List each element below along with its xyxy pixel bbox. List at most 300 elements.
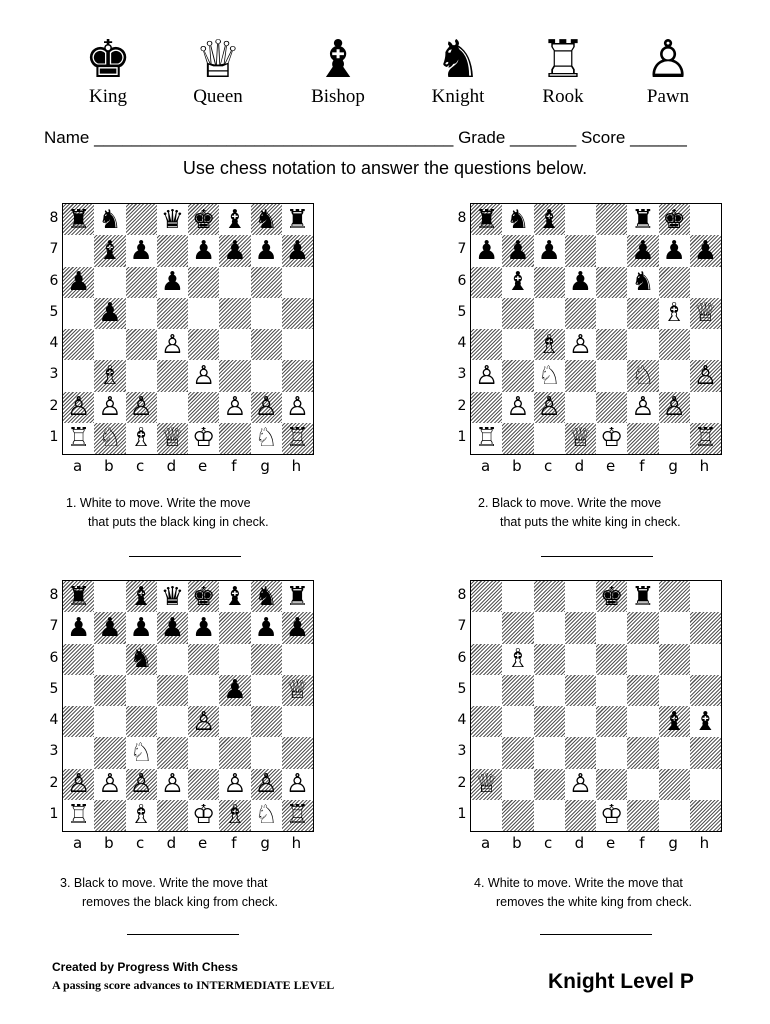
- file-label: c: [544, 834, 553, 852]
- square-d4: [565, 329, 596, 360]
- black-pawn-icon: ♟: [160, 612, 185, 643]
- square-e4: [188, 329, 219, 360]
- square-h3: [690, 360, 721, 391]
- square-e4: [596, 706, 627, 737]
- square-e6: [188, 644, 219, 675]
- square-d2: [565, 769, 596, 800]
- square-d6: [565, 267, 596, 298]
- square-c4: [534, 706, 565, 737]
- square-c3: [126, 737, 157, 768]
- file-label: e: [606, 834, 616, 852]
- square-b4: [502, 706, 533, 737]
- queen-icon: ♕: [194, 30, 242, 90]
- black-king-icon: ♚: [662, 204, 686, 235]
- file-label: h: [699, 457, 710, 475]
- square-f1: [219, 423, 250, 454]
- square-f2: [627, 392, 658, 423]
- square-g7: [251, 235, 282, 266]
- square-e7: [188, 235, 219, 266]
- square-d3: [157, 360, 188, 391]
- square-d2: [157, 769, 188, 800]
- black-bishop-icon: ♝: [98, 235, 122, 266]
- square-f6: [627, 644, 658, 675]
- square-a3: [63, 737, 94, 768]
- white-pawn-icon: ♙: [191, 706, 216, 737]
- file-label: f: [231, 457, 237, 475]
- white-knight-icon: ♘: [631, 360, 655, 391]
- square-h1: [282, 800, 313, 831]
- white-rook-icon: ♖: [66, 423, 91, 454]
- square-g6: [251, 267, 282, 298]
- file-label: f: [231, 834, 237, 852]
- white-rook-icon: ♖: [474, 423, 499, 454]
- file-label: e: [198, 457, 208, 475]
- square-a4: [63, 706, 94, 737]
- square-f6: [627, 267, 658, 298]
- square-g6: [251, 644, 282, 675]
- rank-label: 8: [457, 587, 467, 603]
- answer-line-1[interactable]: [129, 556, 241, 557]
- black-pawn-icon: ♟: [631, 235, 655, 266]
- square-g2: [659, 769, 690, 800]
- square-h4: [690, 329, 721, 360]
- white-pawn-icon: ♙: [537, 392, 561, 423]
- square-g7: [251, 612, 282, 643]
- rank-label: 7: [457, 618, 467, 635]
- header-piece-label: Bishop: [311, 86, 365, 107]
- rank-label: 6: [49, 272, 59, 289]
- square-g8: [251, 204, 282, 235]
- square-a1: [471, 423, 502, 454]
- header-piece-knight: [408, 30, 508, 108]
- black-knight-icon: ♞: [506, 204, 530, 235]
- rank-label: 6: [457, 272, 467, 289]
- white-pawn-icon: ♙: [98, 769, 122, 800]
- rank-label: 3: [49, 743, 59, 760]
- rank-label: 5: [49, 303, 59, 320]
- file-label: c: [136, 457, 145, 475]
- square-e8: [188, 204, 219, 235]
- square-c6: [126, 267, 157, 298]
- square-f3: [627, 737, 658, 768]
- square-a1: [63, 423, 94, 454]
- square-f4: [627, 706, 658, 737]
- level-title: Knight Level P: [548, 970, 694, 993]
- rank-label: 4: [457, 712, 467, 728]
- white-king-icon: ♔: [191, 423, 216, 454]
- square-d7: [565, 612, 596, 643]
- white-pawn-icon: ♙: [254, 769, 278, 800]
- question-4: 4. White to move. Write the move that removes the white king from check.: [474, 876, 692, 909]
- square-f2: [219, 392, 250, 423]
- black-pawn-icon: ♟: [568, 267, 593, 298]
- square-g2: [659, 392, 690, 423]
- square-c2: [126, 769, 157, 800]
- header-piece-king: [58, 30, 158, 108]
- square-c1: [126, 423, 157, 454]
- square-b2: [94, 392, 125, 423]
- square-c4: [126, 329, 157, 360]
- square-d5: [157, 675, 188, 706]
- square-c3: [534, 737, 565, 768]
- square-d5: [157, 298, 188, 329]
- square-f3: [627, 360, 658, 391]
- black-knight-icon: ♞: [254, 204, 278, 235]
- square-b4: [502, 329, 533, 360]
- square-h8: [690, 581, 721, 612]
- square-b2: [502, 769, 533, 800]
- square-b7: [502, 235, 533, 266]
- square-h8: [282, 581, 313, 612]
- square-b1: [94, 423, 125, 454]
- file-label: a: [73, 834, 83, 852]
- file-label: a: [481, 457, 491, 475]
- square-d7: [565, 235, 596, 266]
- square-g2: [251, 769, 282, 800]
- file-label: g: [260, 457, 270, 475]
- white-rook-icon: ♖: [285, 423, 310, 454]
- white-pawn-icon: ♙: [66, 392, 91, 423]
- file-label: g: [668, 457, 678, 475]
- square-h5: [690, 675, 721, 706]
- header-piece-rook: [513, 30, 613, 108]
- black-bishop-icon: ♝: [693, 706, 718, 737]
- rank-label: 1: [457, 428, 467, 445]
- white-queen-icon: ♕: [568, 423, 593, 454]
- file-label: e: [198, 834, 208, 852]
- square-e7: [596, 235, 627, 266]
- answer-line-2[interactable]: [541, 556, 653, 557]
- square-f1: [627, 423, 658, 454]
- square-f8: [627, 204, 658, 235]
- black-pawn-icon: ♟: [537, 235, 561, 266]
- square-g3: [659, 360, 690, 391]
- square-d7: [157, 612, 188, 643]
- file-label: f: [639, 834, 645, 852]
- rank-label: 8: [457, 210, 467, 226]
- square-c3: [126, 360, 157, 391]
- square-a3: [63, 360, 94, 391]
- square-a5: [63, 675, 94, 706]
- square-e6: [188, 267, 219, 298]
- white-knight-icon: ♘: [254, 423, 278, 454]
- header-piece-label: Queen: [193, 86, 243, 107]
- white-pawn-icon: ♙: [160, 769, 185, 800]
- header-piece-bishop: [288, 30, 388, 108]
- rank-label: 4: [457, 335, 467, 351]
- file-label: c: [544, 457, 553, 475]
- square-h3: [282, 360, 313, 391]
- black-bishop-icon: ♝: [537, 204, 561, 235]
- square-a5: [471, 675, 502, 706]
- black-pawn-icon: ♟: [98, 298, 122, 329]
- question-3: 3. Black to move. Write the move that removes the black king from check.: [60, 876, 278, 909]
- square-e8: [596, 204, 627, 235]
- square-f6: [219, 644, 250, 675]
- black-pawn-icon: ♟: [223, 675, 247, 706]
- black-pawn-icon: ♟: [474, 235, 499, 266]
- square-b5: [502, 675, 533, 706]
- rank-label: 7: [49, 618, 59, 635]
- square-d6: [157, 267, 188, 298]
- square-c2: [534, 769, 565, 800]
- square-b7: [94, 612, 125, 643]
- rank-label: 8: [49, 587, 59, 603]
- square-h3: [282, 737, 313, 768]
- white-pawn-icon: ♙: [98, 392, 122, 423]
- square-f7: [627, 612, 658, 643]
- square-c7: [534, 612, 565, 643]
- white-king-icon: ♔: [191, 800, 216, 831]
- file-label: b: [104, 457, 114, 475]
- square-f4: [627, 329, 658, 360]
- square-f2: [219, 769, 250, 800]
- square-e1: [188, 423, 219, 454]
- square-e2: [188, 769, 219, 800]
- rank-label: 8: [49, 210, 59, 226]
- black-bishop-icon: ♝: [223, 581, 247, 612]
- header-piece-label: Rook: [542, 86, 584, 107]
- white-knight-icon: ♘: [537, 360, 561, 391]
- white-bishop-icon: ♗: [537, 329, 561, 360]
- question-1: 1. White to move. Write the move that puts the black king in check.: [66, 496, 269, 529]
- square-c8: [534, 581, 565, 612]
- square-a8: [63, 581, 94, 612]
- black-pawn-icon: ♟: [66, 267, 91, 298]
- square-g8: [251, 581, 282, 612]
- square-e8: [596, 581, 627, 612]
- square-e5: [188, 298, 219, 329]
- file-label: a: [481, 834, 491, 852]
- black-king-icon: ♚: [191, 204, 216, 235]
- rank-label: 2: [457, 774, 467, 791]
- white-knight-icon: ♘: [254, 800, 278, 831]
- square-g8: [659, 581, 690, 612]
- black-pawn-icon: ♟: [254, 612, 278, 643]
- chessboard: [470, 580, 722, 832]
- square-h6: [690, 267, 721, 298]
- square-a1: [471, 800, 502, 831]
- black-queen-icon: ♛: [160, 204, 185, 235]
- black-rook-icon: ♜: [285, 581, 310, 612]
- square-c3: [534, 360, 565, 391]
- square-h4: [282, 706, 313, 737]
- square-d8: [157, 204, 188, 235]
- rank-label: 6: [457, 649, 467, 666]
- square-f5: [627, 298, 658, 329]
- square-a4: [471, 329, 502, 360]
- square-d1: [157, 423, 188, 454]
- square-g2: [251, 392, 282, 423]
- square-a2: [471, 769, 502, 800]
- white-bishop-icon: ♗: [129, 800, 153, 831]
- square-c6: [534, 644, 565, 675]
- square-f5: [219, 298, 250, 329]
- square-f3: [219, 737, 250, 768]
- square-d8: [565, 204, 596, 235]
- square-e3: [188, 360, 219, 391]
- square-g4: [659, 329, 690, 360]
- square-h7: [690, 612, 721, 643]
- square-d4: [157, 706, 188, 737]
- black-knight-icon: ♞: [129, 644, 153, 675]
- white-pawn-icon: ♙: [631, 392, 655, 423]
- answer-line-4[interactable]: [540, 934, 652, 935]
- square-b3: [502, 737, 533, 768]
- square-d8: [565, 581, 596, 612]
- file-label: a: [73, 457, 83, 475]
- rank-label: 1: [49, 428, 59, 445]
- square-g4: [251, 706, 282, 737]
- black-bishop-icon: ♝: [129, 581, 153, 612]
- square-c7: [126, 235, 157, 266]
- square-c2: [126, 392, 157, 423]
- file-label: b: [104, 834, 114, 852]
- square-e1: [596, 800, 627, 831]
- square-b4: [94, 706, 125, 737]
- file-label: d: [574, 457, 585, 475]
- square-a4: [63, 329, 94, 360]
- square-b3: [94, 737, 125, 768]
- black-pawn-icon: ♟: [98, 612, 122, 643]
- white-pawn-icon: ♙: [66, 769, 91, 800]
- black-knight-icon: ♞: [98, 204, 122, 235]
- square-d7: [157, 235, 188, 266]
- rank-label: 6: [49, 649, 59, 666]
- square-a2: [63, 769, 94, 800]
- square-c1: [534, 800, 565, 831]
- file-label: d: [166, 834, 177, 852]
- black-bishop-icon: ♝: [506, 267, 530, 298]
- created-by: Created by Progress With Chess: [52, 960, 238, 974]
- white-bishop-icon: ♗: [662, 298, 686, 329]
- black-pawn-icon: ♟: [662, 235, 686, 266]
- white-knight-icon: ♘: [129, 737, 153, 768]
- square-b8: [94, 581, 125, 612]
- square-a2: [63, 392, 94, 423]
- bishop-icon: ♝: [314, 30, 362, 90]
- white-bishop-icon: ♗: [506, 644, 530, 675]
- square-h2: [690, 392, 721, 423]
- square-e4: [188, 706, 219, 737]
- square-f1: [627, 800, 658, 831]
- black-rook-icon: ♜: [474, 204, 499, 235]
- square-c6: [534, 267, 565, 298]
- square-e4: [596, 329, 627, 360]
- black-rook-icon: ♜: [285, 204, 310, 235]
- black-pawn-icon: ♟: [285, 612, 310, 643]
- square-h7: [690, 235, 721, 266]
- black-pawn-icon: ♟: [223, 235, 247, 266]
- square-b8: [94, 204, 125, 235]
- square-d1: [157, 800, 188, 831]
- answer-line-3[interactable]: [127, 934, 239, 935]
- instructions: Use chess notation to answer the questions below.: [182, 158, 588, 178]
- square-a4: [471, 706, 502, 737]
- white-bishop-icon: ♗: [223, 800, 247, 831]
- square-f8: [219, 204, 250, 235]
- square-g1: [659, 423, 690, 454]
- square-e6: [596, 267, 627, 298]
- chessboard: [470, 203, 722, 455]
- file-label: g: [668, 834, 678, 852]
- square-d5: [565, 675, 596, 706]
- square-a7: [471, 612, 502, 643]
- square-c7: [534, 235, 565, 266]
- square-d5: [565, 298, 596, 329]
- square-a5: [471, 298, 502, 329]
- square-e1: [188, 800, 219, 831]
- passing-score-note: A passing score advances to INTERMEDIATE LEVEL: [52, 978, 335, 992]
- square-h4: [282, 329, 313, 360]
- square-c5: [126, 298, 157, 329]
- square-h3: [690, 737, 721, 768]
- black-pawn-icon: ♟: [191, 235, 216, 266]
- knight-icon: ♞: [434, 30, 482, 90]
- square-e2: [188, 392, 219, 423]
- square-b1: [502, 800, 533, 831]
- square-g8: [659, 204, 690, 235]
- square-g5: [251, 675, 282, 706]
- rank-label: 3: [49, 366, 59, 383]
- square-h6: [690, 644, 721, 675]
- square-d2: [565, 392, 596, 423]
- black-queen-icon: ♛: [160, 581, 185, 612]
- white-king-icon: ♔: [599, 423, 624, 454]
- square-g4: [251, 329, 282, 360]
- square-g3: [251, 360, 282, 391]
- file-label: h: [699, 834, 710, 852]
- square-g3: [659, 737, 690, 768]
- square-h1: [282, 423, 313, 454]
- rank-label: 5: [457, 680, 467, 697]
- black-pawn-icon: ♟: [285, 235, 310, 266]
- square-d3: [565, 360, 596, 391]
- white-pawn-icon: ♙: [254, 392, 278, 423]
- rank-label: 7: [49, 241, 59, 258]
- square-b5: [94, 298, 125, 329]
- square-e3: [188, 737, 219, 768]
- rank-label: 7: [457, 241, 467, 258]
- square-d8: [157, 581, 188, 612]
- white-pawn-icon: ♙: [129, 769, 153, 800]
- square-a8: [471, 581, 502, 612]
- black-pawn-icon: ♟: [129, 612, 153, 643]
- rank-label: 3: [457, 366, 467, 383]
- square-d1: [565, 423, 596, 454]
- white-queen-icon: ♕: [160, 423, 185, 454]
- name-grade-score-line: Name ______________________________________ Grade _______ Score ______: [44, 128, 687, 147]
- square-e5: [596, 675, 627, 706]
- white-pawn-icon: ♙: [285, 392, 310, 423]
- square-f7: [219, 235, 250, 266]
- square-b6: [502, 267, 533, 298]
- white-rook-icon: ♖: [285, 800, 310, 831]
- square-e3: [596, 737, 627, 768]
- header-piece-label: Pawn: [646, 86, 690, 107]
- square-g1: [251, 423, 282, 454]
- square-g7: [659, 235, 690, 266]
- square-f8: [219, 581, 250, 612]
- header-piece-label: Knight: [431, 86, 485, 107]
- black-knight-icon: ♞: [631, 267, 655, 298]
- square-g4: [659, 706, 690, 737]
- square-c8: [534, 204, 565, 235]
- square-f7: [627, 235, 658, 266]
- square-c4: [534, 329, 565, 360]
- white-pawn-icon: ♙: [474, 360, 499, 391]
- square-c8: [126, 581, 157, 612]
